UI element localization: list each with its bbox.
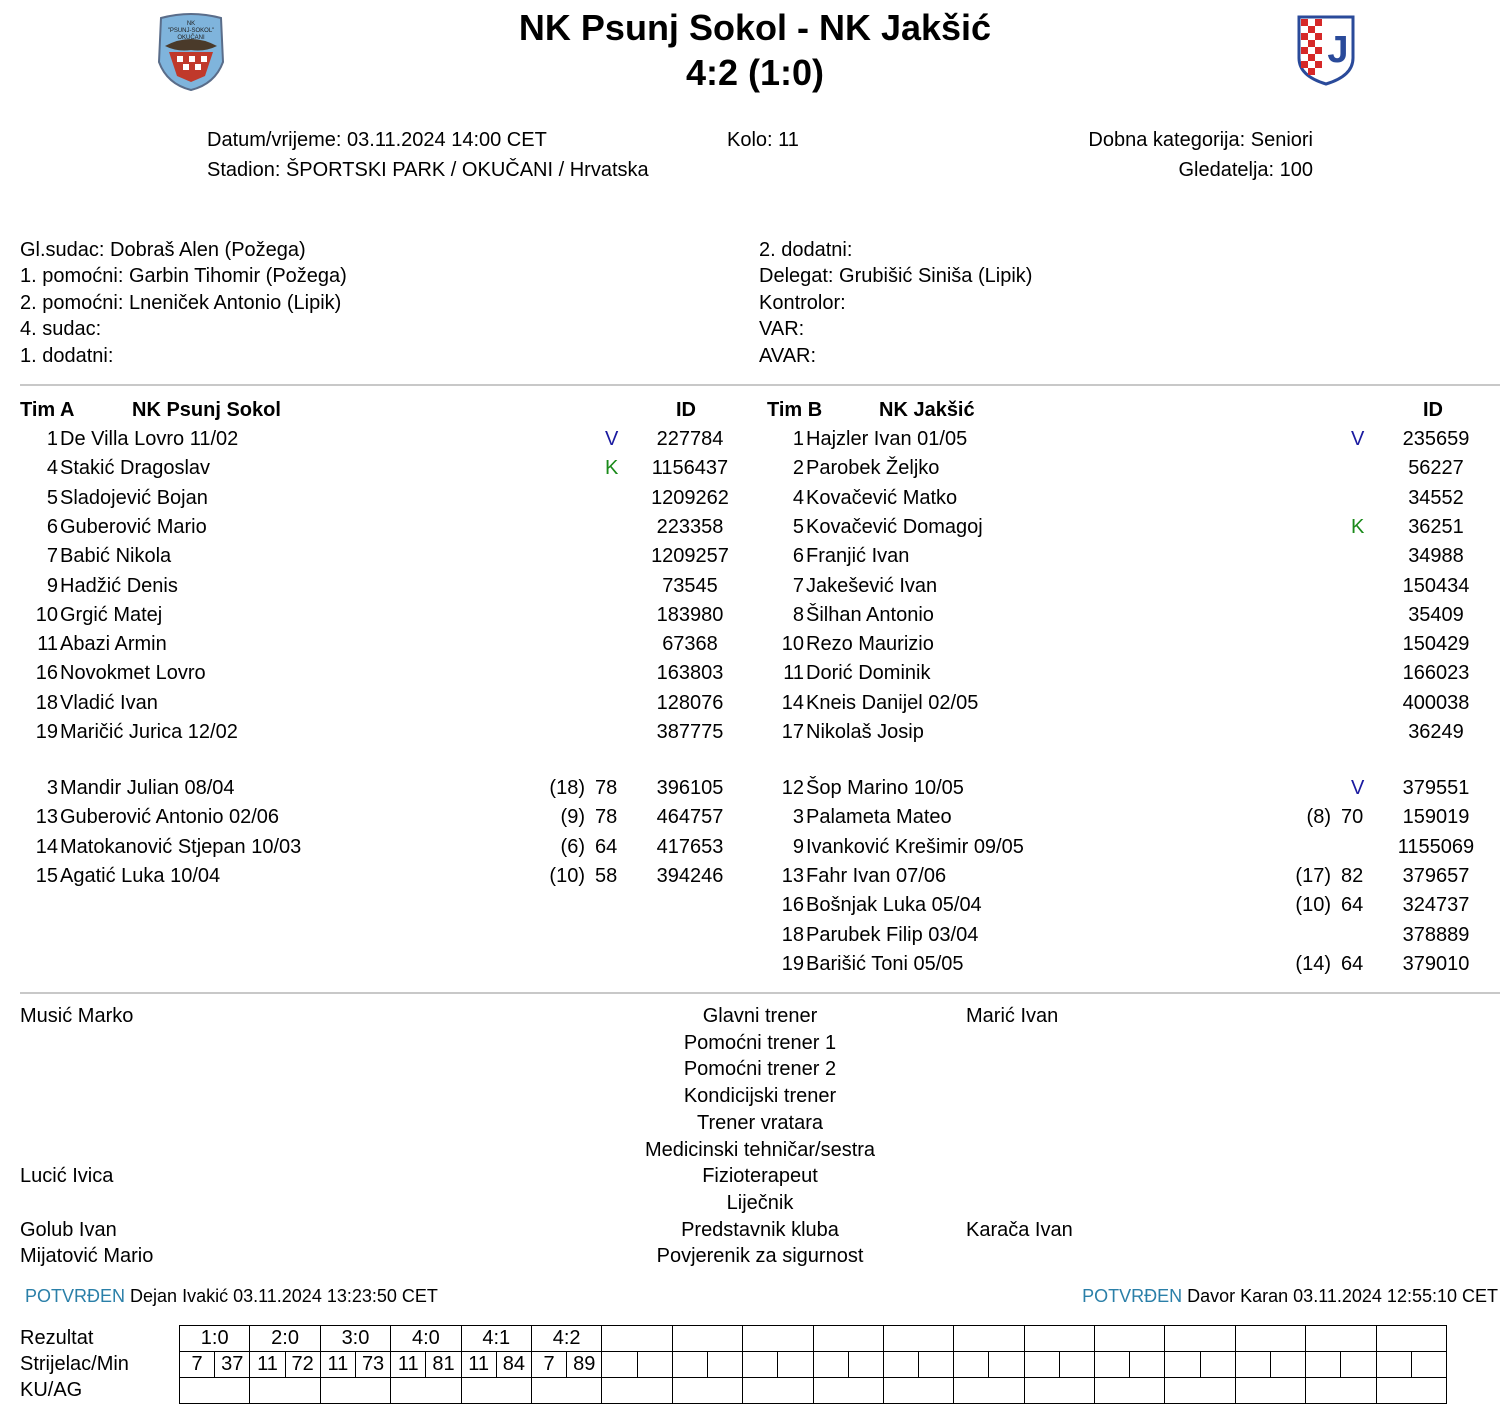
player-name: Maričić Jurica 12/02: [60, 721, 238, 743]
scorer-minute: [919, 1352, 954, 1378]
player-name: Hadžić Denis: [60, 574, 178, 597]
player-number: 8: [792, 603, 804, 626]
team-b-label: Tim B: [767, 399, 823, 421]
player-number: 14: [781, 691, 804, 714]
staff-role: Trener vratara: [697, 1111, 823, 1134]
player-number: 3: [792, 806, 804, 829]
away-staff-name: Karača Ivan: [966, 1218, 1073, 1241]
sub-minute: 64: [1341, 952, 1364, 975]
home-staff-name: Musić Marko: [20, 1005, 134, 1027]
team-a-id-header: ID: [676, 399, 696, 421]
svg-text:NK: NK: [186, 21, 196, 27]
sub-replaced: (10): [1295, 894, 1331, 917]
official-line: Kontrolor:: [759, 292, 846, 314]
player-name: Barišić Toni 05/05: [806, 952, 964, 975]
sub-replaced: (17): [1295, 864, 1331, 887]
goalkeeper-mark: V: [605, 428, 619, 450]
player-number: 9: [46, 574, 58, 597]
kuag-cell: [1376, 1378, 1446, 1404]
player-name: Stakić Dragoslav: [60, 457, 211, 480]
player-number: 11: [783, 662, 804, 685]
kuag-cell: [1235, 1378, 1305, 1404]
player-number: 4: [46, 457, 58, 480]
player-name: Kneis Danijel 02/05: [806, 691, 979, 714]
player-id: 183980: [656, 603, 724, 626]
captain-mark: K: [1351, 515, 1365, 538]
team-a-name: NK Psunj Sokol: [132, 399, 281, 421]
result-cell: [813, 1326, 883, 1352]
scorer-minute: [989, 1352, 1024, 1378]
sub-minute: 82: [1341, 864, 1364, 887]
player-id: 1209257: [651, 545, 729, 568]
staff-role: Glavni trener: [702, 1005, 818, 1027]
result-cell: 1:0: [180, 1326, 250, 1352]
player-number: 9: [792, 835, 804, 858]
player-name: Bošnjak Luka 05/04: [806, 894, 982, 917]
home-confirmation: [25, 1286, 438, 1307]
player-name: Palameta Mateo: [806, 806, 952, 829]
scorer-minute: [707, 1352, 742, 1378]
staff-role: Povjerenik za sigurnost: [656, 1245, 864, 1268]
scorer-minute: [1059, 1352, 1094, 1378]
player-id: 73545: [662, 574, 718, 597]
kuag-cell: [1306, 1378, 1376, 1404]
scorer-number: [602, 1352, 637, 1378]
result-cell: 4:2: [531, 1326, 601, 1352]
kuag-cell: [1024, 1378, 1094, 1404]
scorer-minute: [1271, 1352, 1306, 1378]
sub-replaced: (9): [560, 806, 585, 829]
kuag-cell: [320, 1378, 390, 1404]
kuag-cell: [954, 1378, 1024, 1404]
player-name: Grgić Matej: [60, 603, 163, 626]
player-id: 128076: [656, 691, 724, 714]
player-name: Guberović Mario: [60, 515, 207, 538]
player-number: 16: [781, 894, 804, 917]
scorer-number: [1165, 1352, 1200, 1378]
divider: [20, 384, 1500, 386]
result-cell: [1095, 1326, 1165, 1352]
match-title: NK Psunj Sokol - NK Jakšić: [518, 7, 992, 48]
player-number: 19: [35, 721, 58, 743]
scorer-number: [672, 1352, 707, 1378]
kuag-cell: [250, 1378, 320, 1404]
scorer-minute: [1200, 1352, 1235, 1378]
player-number: 4: [792, 486, 804, 509]
sub-replaced: (8): [1306, 806, 1331, 829]
kuag-cell: [602, 1378, 672, 1404]
player-number: 1: [792, 428, 804, 450]
player-id: 34988: [1408, 545, 1464, 568]
kuag-cell: [672, 1378, 742, 1404]
player-id: 150429: [1402, 633, 1470, 656]
player-name: Sladojević Bojan: [60, 486, 208, 509]
player-number: 10: [35, 603, 58, 626]
official-line: Delegat: Grubišić Siniša (Lipik): [759, 265, 1033, 287]
official-line: 4. sudac:: [20, 318, 102, 340]
sub-replaced: (6): [560, 835, 585, 858]
result-cell: [1376, 1326, 1446, 1352]
kuag-cell: [743, 1378, 813, 1404]
player-number: 13: [781, 864, 804, 887]
sub-replaced: (14): [1295, 952, 1331, 975]
sub-minute: 58: [595, 864, 618, 887]
scorer-number: 7: [180, 1352, 215, 1378]
player-id: 378889: [1402, 923, 1470, 946]
svg-text:J: J: [1327, 29, 1349, 71]
player-id: 1209262: [651, 486, 729, 509]
player-id: 36251: [1408, 515, 1464, 538]
player-id: 1156437: [651, 457, 729, 480]
scorer-minute: [1411, 1352, 1446, 1378]
result-cell: 3:0: [320, 1326, 390, 1352]
scorer-minute: [1130, 1352, 1165, 1378]
player-number: 2: [792, 457, 804, 480]
confirmed-by: Dejan Ivakić 03.11.2024 13:23:50 CET: [130, 1286, 438, 1306]
player-id: 166023: [1402, 662, 1470, 685]
scorer-minute: 89: [567, 1352, 602, 1378]
sub-replaced: (10): [549, 864, 585, 887]
official-line: Gl.sudac: Dobraš Alen (Požega): [20, 239, 306, 261]
scorer-minute: 84: [496, 1352, 531, 1378]
player-name: Hajzler Ivan 01/05: [806, 428, 968, 450]
player-id: 223358: [656, 515, 724, 538]
player-id: 396105: [656, 777, 724, 799]
goalkeeper-mark: V: [1351, 777, 1365, 799]
kuag-cell: [1165, 1378, 1235, 1404]
staff-role: Liječnik: [726, 1191, 794, 1214]
scorer-number: 7: [531, 1352, 566, 1378]
scorer-minute: [637, 1352, 672, 1378]
kuag-cell: [461, 1378, 531, 1404]
player-number: 12: [781, 777, 804, 799]
kuag-cell: [531, 1378, 601, 1404]
sub-minute: 64: [595, 835, 618, 858]
player-number: 17: [781, 721, 804, 743]
scorer-number: 11: [250, 1352, 285, 1378]
scoreboard-table: [179, 1325, 1447, 1404]
match-round: Kolo: 11: [727, 129, 799, 151]
player-name: Agatić Luka 10/04: [60, 864, 221, 887]
sub-replaced: (18): [549, 777, 585, 799]
home-staff-name: Mijatović Mario: [20, 1245, 154, 1268]
player-id: 324737: [1402, 894, 1470, 917]
score-label-kuag: KU/AG: [20, 1379, 83, 1401]
scorer-minute: [778, 1352, 813, 1378]
svg-text:"PSUNJ-SOKOL": "PSUNJ-SOKOL": [167, 28, 215, 34]
player-name: Novokmet Lovro: [60, 662, 206, 685]
result-cell: [743, 1326, 813, 1352]
player-id: 67368: [662, 633, 718, 656]
scorer-number: 11: [320, 1352, 355, 1378]
player-id: 379657: [1402, 864, 1470, 887]
staff-role: Pomoćni trener 1: [683, 1031, 837, 1054]
match-category: Dobna kategorija: Seniori: [1088, 129, 1313, 151]
player-number: 6: [46, 515, 58, 538]
player-id: 163803: [656, 662, 724, 685]
scorer-number: 11: [461, 1352, 496, 1378]
scorer-minute: [1341, 1352, 1376, 1378]
official-line: AVAR:: [759, 345, 817, 367]
player-id: 235659: [1402, 428, 1470, 450]
player-number: 11: [37, 633, 58, 656]
player-id: 379551: [1402, 777, 1470, 799]
player-name: Dorić Dominik: [806, 662, 931, 685]
player-name: Mandir Julian 08/04: [60, 777, 235, 799]
scorer-number: [1376, 1352, 1411, 1378]
scorer-number: [1095, 1352, 1130, 1378]
player-id: 417653: [656, 835, 724, 858]
match-spectators: Gledatelja: 100: [1178, 159, 1313, 181]
scorer-number: [813, 1352, 848, 1378]
scorer-number: [1306, 1352, 1341, 1378]
kuag-cell: [391, 1378, 461, 1404]
team-b-name: NK Jakšić: [879, 399, 975, 421]
player-number: 14: [35, 835, 58, 858]
match-datetime: Datum/vrijeme: 03.11.2024 14:00 CET: [207, 129, 547, 151]
scorer-number: [1235, 1352, 1270, 1378]
scorer-number: 11: [391, 1352, 426, 1378]
score-label-scorer: Strijelac/Min: [20, 1353, 129, 1375]
result-cell: [602, 1326, 672, 1352]
player-name: Abazi Armin: [60, 633, 167, 656]
player-number: 1: [46, 428, 58, 450]
goalkeeper-mark: V: [1351, 428, 1365, 450]
svg-text:OKUČANI: OKUČANI: [177, 35, 205, 41]
player-number: 19: [781, 952, 804, 975]
scorer-number: [1024, 1352, 1059, 1378]
scorer-number: [743, 1352, 778, 1378]
player-id: 36249: [1408, 721, 1464, 743]
official-line: 2. dodatni:: [759, 239, 853, 261]
player-id: 159019: [1402, 806, 1470, 829]
player-id: 387775: [656, 721, 724, 743]
player-id: 56227: [1408, 457, 1464, 480]
player-number: 10: [781, 633, 804, 656]
staff-role: Kondicijski trener: [683, 1085, 837, 1108]
sub-minute: 78: [595, 806, 618, 829]
staff-role: Pomoćni trener 2: [683, 1058, 837, 1081]
kuag-cell: [180, 1378, 250, 1404]
confirmed-status: POTVRĐEN: [1082, 1286, 1183, 1306]
result-cell: [954, 1326, 1024, 1352]
player-number: 5: [792, 515, 804, 538]
scorer-minute: [848, 1352, 883, 1378]
score-label-result: Rezultat: [20, 1327, 94, 1349]
result-cell: 4:0: [391, 1326, 461, 1352]
match-score: 4:2 (1:0): [685, 52, 825, 93]
scorer-minute: 72: [285, 1352, 320, 1378]
result-cell: 2:0: [250, 1326, 320, 1352]
player-name: Šop Marino 10/05: [806, 777, 964, 799]
away-confirmation: [1082, 1286, 1498, 1307]
player-number: 16: [35, 662, 58, 685]
official-line: 1. dodatni:: [20, 345, 114, 367]
official-line: VAR:: [759, 318, 805, 340]
sub-minute: 70: [1341, 806, 1364, 829]
divider: [20, 992, 1500, 994]
player-name: Kovačević Domagoj: [806, 515, 983, 538]
player-number: 15: [35, 864, 58, 887]
kuag-cell: [1095, 1378, 1165, 1404]
staff-role: Medicinski tehničar/sestra: [644, 1138, 876, 1161]
official-line: 2. pomoćni: Lneniček Antonio (Lipik): [20, 292, 342, 314]
result-cell: [1165, 1326, 1235, 1352]
player-name: Franjić Ivan: [806, 545, 910, 568]
player-id: 34552: [1408, 486, 1464, 509]
player-number: 6: [792, 545, 804, 568]
player-id: 464757: [656, 806, 724, 829]
player-name: De Villa Lovro 11/02: [60, 428, 239, 450]
player-id: 400038: [1402, 691, 1470, 714]
sub-minute: 64: [1341, 894, 1364, 917]
sub-minute: 78: [595, 777, 618, 799]
player-id: 379010: [1402, 952, 1470, 975]
match-stadium: Stadion: ŠPORTSKI PARK / OKUČANI / Hrvatska: [207, 159, 649, 181]
player-number: 18: [35, 691, 58, 714]
result-cell: [883, 1326, 953, 1352]
confirmed-status: POTVRĐEN: [25, 1286, 126, 1306]
player-name: Rezo Maurizio: [806, 633, 934, 656]
player-number: 7: [792, 574, 804, 597]
home-staff-name: Lucić Ivica: [20, 1165, 114, 1188]
player-name: Parubek Filip 03/04: [806, 923, 979, 946]
away-staff-name: Marić Ivan: [966, 1005, 1059, 1027]
official-line: 1. pomoćni: Garbin Tihomir (Požega): [20, 265, 347, 287]
result-cell: [1306, 1326, 1376, 1352]
scorer-minute: 37: [215, 1352, 250, 1378]
staff-role: Predstavnik kluba: [681, 1218, 839, 1241]
captain-mark: K: [605, 457, 619, 480]
home-staff-name: Golub Ivan: [20, 1218, 117, 1241]
result-cell: [1024, 1326, 1094, 1352]
scorer-number: [954, 1352, 989, 1378]
player-number: 18: [781, 923, 804, 946]
team-a-label: Tim A: [20, 399, 75, 421]
kuag-cell: [883, 1378, 953, 1404]
player-name: Fahr Ivan 07/06: [806, 864, 947, 887]
player-id: 35409: [1408, 603, 1464, 626]
player-id: 150434: [1402, 574, 1470, 597]
player-name: Kovačević Matko: [806, 486, 958, 509]
player-id: 227784: [656, 428, 724, 450]
player-name: Vladić Ivan: [60, 691, 158, 714]
player-name: Nikolaš Josip: [806, 721, 924, 743]
result-cell: [1235, 1326, 1305, 1352]
player-name: Matokanović Stjepan 10/03: [60, 835, 302, 858]
player-number: 13: [35, 806, 58, 829]
player-number: 3: [46, 777, 58, 799]
player-name: Ivanković Krešimir 09/05: [806, 835, 1024, 858]
scorer-minute: 81: [426, 1352, 461, 1378]
player-name: Parobek Željko: [806, 457, 940, 480]
player-name: Guberović Antonio 02/06: [60, 806, 280, 829]
player-name: Jakešević Ivan: [806, 574, 938, 597]
kuag-cell: [813, 1378, 883, 1404]
team-b-id-header: ID: [1423, 399, 1443, 421]
result-cell: 4:1: [461, 1326, 531, 1352]
player-name: Babić Nikola: [60, 545, 172, 568]
player-id: 394246: [656, 864, 724, 887]
scorer-minute: 73: [355, 1352, 390, 1378]
confirmed-by: Davor Karan 03.11.2024 12:55:10 CET: [1187, 1286, 1498, 1306]
player-id: 1155069: [1397, 835, 1475, 858]
player-name: Šilhan Antonio: [806, 603, 934, 626]
player-number: 7: [46, 545, 58, 568]
player-number: 5: [46, 486, 58, 509]
scorer-number: [883, 1352, 918, 1378]
result-cell: [672, 1326, 742, 1352]
staff-role: Fizioterapeut: [702, 1165, 818, 1188]
